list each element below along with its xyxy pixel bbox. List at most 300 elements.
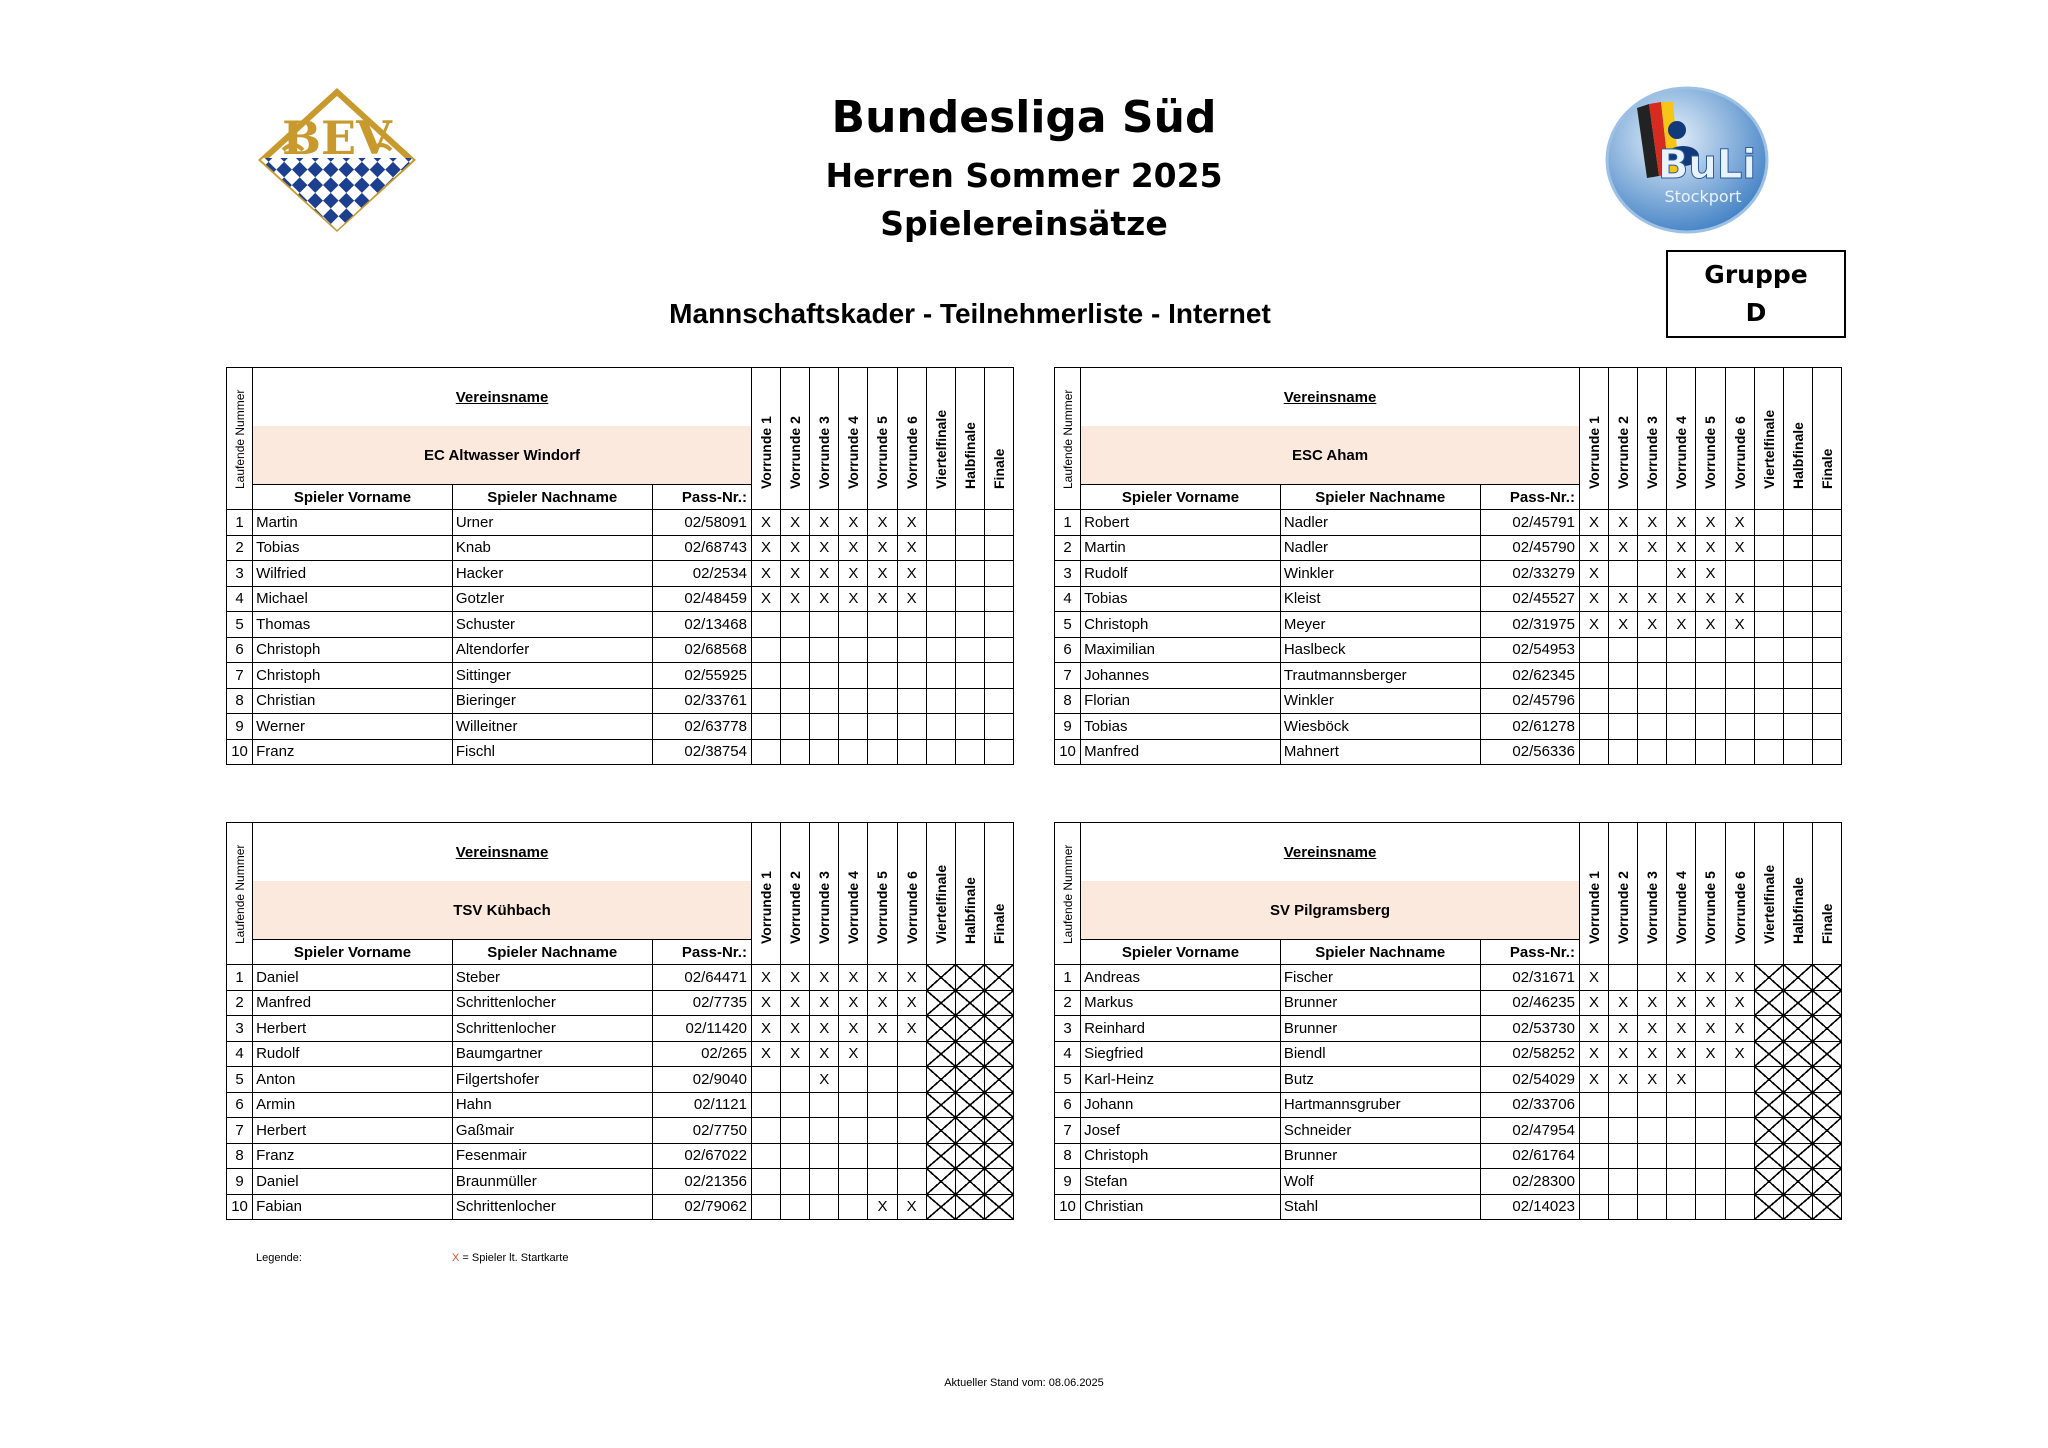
- club-name: EC Altwasser Windorf: [253, 426, 752, 485]
- player-last-name: Fischl: [452, 739, 652, 765]
- player-pass-number: 02/68743: [652, 535, 751, 561]
- round-header-label: Vorrunde 3: [816, 416, 833, 489]
- round-mark-cell: X: [868, 561, 897, 587]
- unavailable-round-cell: [984, 1041, 1013, 1067]
- player-row: [227, 1041, 1014, 1067]
- round-mark-cell: X: [839, 1041, 868, 1067]
- player-last-name: Baumgartner: [452, 1041, 652, 1067]
- row-number: 7: [227, 663, 253, 689]
- round-mark-cell: [1609, 688, 1638, 714]
- round-mark-cell: [1783, 739, 1812, 765]
- player-pass-number: 02/45790: [1480, 535, 1579, 561]
- round-mark-cell: [1638, 1143, 1667, 1169]
- round-mark-cell: [1725, 1067, 1754, 1093]
- round-header-label: Vorrunde 4: [845, 871, 862, 944]
- unavailable-round-cell: [1754, 1118, 1783, 1144]
- round-mark-cell: X: [1609, 1041, 1638, 1067]
- round-mark-cell: X: [839, 1016, 868, 1042]
- player-last-name: Schuster: [452, 612, 652, 638]
- round-mark-cell: X: [897, 510, 926, 536]
- round-header: [868, 368, 897, 510]
- player-first-name: Armin: [253, 1092, 453, 1118]
- group-value: D: [1745, 298, 1767, 327]
- round-mark-cell: X: [1609, 535, 1638, 561]
- round-header-label: Halbfinale: [961, 422, 978, 489]
- round-mark-cell: [1579, 714, 1608, 740]
- round-mark-cell: [1696, 637, 1725, 663]
- player-first-name: Johann: [1081, 1092, 1281, 1118]
- player-first-name: Andreas: [1081, 965, 1281, 991]
- round-mark-cell: X: [1638, 535, 1667, 561]
- player-pass-number: 02/55925: [652, 663, 751, 689]
- player-row: [227, 1067, 1014, 1093]
- round-mark-cell: X: [1579, 965, 1608, 991]
- round-mark-cell: [1812, 688, 1841, 714]
- round-mark-cell: [1783, 586, 1812, 612]
- row-number: 3: [227, 561, 253, 587]
- round-mark-cell: [955, 586, 984, 612]
- round-header-label: Vorrunde 5: [1702, 871, 1719, 944]
- round-mark-cell: [839, 1194, 868, 1220]
- player-first-name: Stefan: [1081, 1169, 1281, 1195]
- player-first-name: Thomas: [253, 612, 453, 638]
- unavailable-round-cell: [984, 965, 1013, 991]
- round-mark-cell: [984, 688, 1013, 714]
- player-pass-number: 02/31671: [1480, 965, 1579, 991]
- player-first-name: Anton: [253, 1067, 453, 1093]
- row-number: 3: [1055, 1016, 1081, 1042]
- player-last-name: Mahnert: [1280, 739, 1480, 765]
- round-mark-cell: [1638, 1092, 1667, 1118]
- round-mark-cell: [1812, 535, 1841, 561]
- player-first-name: Robert: [1081, 510, 1281, 536]
- round-mark-cell: [1579, 739, 1608, 765]
- round-header-label: Vorrunde 4: [1673, 871, 1690, 944]
- first-name-header: Spieler Vorname: [1081, 940, 1281, 965]
- round-mark-cell: [897, 1041, 926, 1067]
- unavailable-round-cell: [1754, 1169, 1783, 1195]
- round-mark-cell: X: [1696, 510, 1725, 536]
- round-mark-cell: [839, 663, 868, 689]
- club-name: SV Pilgramsberg: [1081, 881, 1580, 940]
- round-mark-cell: [1696, 1118, 1725, 1144]
- round-mark-cell: X: [1667, 990, 1696, 1016]
- round-mark-cell: [1638, 1169, 1667, 1195]
- round-mark-cell: X: [781, 965, 810, 991]
- player-last-name: Nadler: [1280, 535, 1480, 561]
- round-mark-cell: [839, 637, 868, 663]
- round-mark-cell: [1609, 637, 1638, 663]
- round-mark-cell: [1725, 1092, 1754, 1118]
- vereinsname-label: Vereinsname: [1081, 823, 1580, 882]
- row-number: 7: [1055, 663, 1081, 689]
- round-mark-cell: [839, 1118, 868, 1144]
- round-mark-cell: [1579, 688, 1608, 714]
- row-number: 8: [1055, 1143, 1081, 1169]
- first-name-header: Spieler Vorname: [1081, 485, 1281, 510]
- player-pass-number: 02/45527: [1480, 586, 1579, 612]
- player-pass-number: 02/21356: [652, 1169, 751, 1195]
- player-row: [1055, 1016, 1842, 1042]
- round-mark-cell: [868, 688, 897, 714]
- round-mark-cell: [751, 663, 780, 689]
- round-header-label: Finale: [1818, 448, 1835, 489]
- player-pass-number: 02/11420: [652, 1016, 751, 1042]
- player-row: [227, 510, 1014, 536]
- round-mark-cell: [955, 637, 984, 663]
- round-mark-cell: [1638, 561, 1667, 587]
- row-number: 2: [1055, 535, 1081, 561]
- round-mark-cell: X: [810, 510, 839, 536]
- round-mark-cell: X: [1609, 612, 1638, 638]
- player-first-name: Rudolf: [253, 1041, 453, 1067]
- round-mark-cell: [1754, 637, 1783, 663]
- player-last-name: Altendorfer: [452, 637, 652, 663]
- round-mark-cell: [897, 663, 926, 689]
- round-mark-cell: X: [810, 965, 839, 991]
- row-number: 9: [227, 714, 253, 740]
- round-header-label: Halbfinale: [1789, 422, 1806, 489]
- player-first-name: Christoph: [253, 637, 453, 663]
- laufende-nummer-label: Laufende Nummer: [232, 389, 247, 489]
- round-header-label: Vorrunde 1: [758, 416, 775, 489]
- round-mark-cell: X: [1609, 1067, 1638, 1093]
- row-number: 2: [1055, 990, 1081, 1016]
- player-row: [227, 965, 1014, 991]
- round-mark-cell: [1754, 561, 1783, 587]
- round-header-label: Vorrunde 6: [1731, 871, 1748, 944]
- round-mark-cell: [1754, 586, 1783, 612]
- round-mark-cell: X: [1725, 990, 1754, 1016]
- player-pass-number: 02/61764: [1480, 1143, 1579, 1169]
- row-number: 1: [1055, 965, 1081, 991]
- unavailable-round-cell: [1754, 1041, 1783, 1067]
- row-number: 7: [227, 1118, 253, 1144]
- round-mark-cell: [1754, 510, 1783, 536]
- round-mark-cell: [1725, 1143, 1754, 1169]
- player-pass-number: 02/48459: [652, 586, 751, 612]
- round-mark-cell: X: [1667, 612, 1696, 638]
- round-header-label: Finale: [990, 903, 1007, 944]
- round-mark-cell: [810, 1118, 839, 1144]
- player-pass-number: 02/31975: [1480, 612, 1579, 638]
- round-mark-cell: [1754, 714, 1783, 740]
- season-title: Herren Sommer 2025: [825, 156, 1223, 195]
- round-mark-cell: X: [1579, 561, 1608, 587]
- player-row: [1055, 1118, 1842, 1144]
- round-mark-cell: X: [897, 535, 926, 561]
- player-row: [1055, 663, 1842, 689]
- round-mark-cell: X: [781, 990, 810, 1016]
- round-header-label: Vorrunde 5: [874, 416, 891, 489]
- footer-status-date: Aktueller Stand vom: 08.06.2025: [944, 1377, 1104, 1389]
- round-mark-cell: [868, 1118, 897, 1144]
- row-number: 6: [227, 637, 253, 663]
- round-mark-cell: [1579, 1194, 1608, 1220]
- round-mark-cell: X: [1725, 612, 1754, 638]
- round-mark-cell: X: [810, 1067, 839, 1093]
- list-subtitle: Mannschaftskader - Teilnehmerliste - Internet: [669, 298, 1271, 329]
- player-last-name: Biendl: [1280, 1041, 1480, 1067]
- round-mark-cell: X: [751, 586, 780, 612]
- round-mark-cell: X: [781, 1041, 810, 1067]
- unavailable-round-cell: [1812, 1041, 1841, 1067]
- player-last-name: Gotzler: [452, 586, 652, 612]
- round-header: [1667, 823, 1696, 965]
- pass-number-header: Pass-Nr.:: [652, 940, 751, 965]
- round-mark-cell: [1725, 1194, 1754, 1220]
- round-mark-cell: X: [781, 535, 810, 561]
- round-header-label: Finale: [1818, 903, 1835, 944]
- round-mark-cell: X: [1725, 1041, 1754, 1067]
- round-mark-cell: X: [897, 1016, 926, 1042]
- unavailable-round-cell: [1783, 965, 1812, 991]
- round-mark-cell: [1725, 637, 1754, 663]
- row-number: 9: [1055, 1169, 1081, 1195]
- player-pass-number: 02/45796: [1480, 688, 1579, 714]
- unavailable-round-cell: [984, 1143, 1013, 1169]
- row-number: 9: [227, 1169, 253, 1195]
- round-mark-cell: [1696, 1092, 1725, 1118]
- unavailable-round-cell: [1812, 1118, 1841, 1144]
- round-mark-cell: X: [1609, 1016, 1638, 1042]
- row-number: 5: [227, 612, 253, 638]
- row-number: 6: [227, 1092, 253, 1118]
- unavailable-round-cell: [1783, 1016, 1812, 1042]
- round-mark-cell: [1667, 1143, 1696, 1169]
- player-first-name: Franz: [253, 739, 453, 765]
- round-mark-cell: [926, 586, 955, 612]
- round-header: [1609, 368, 1638, 510]
- round-mark-cell: [751, 1194, 780, 1220]
- round-mark-cell: [1638, 739, 1667, 765]
- round-mark-cell: [751, 1092, 780, 1118]
- player-row: [1055, 535, 1842, 561]
- player-last-name: Fesenmair: [452, 1143, 652, 1169]
- player-pass-number: 02/7750: [652, 1118, 751, 1144]
- player-last-name: Schrittenlocher: [452, 990, 652, 1016]
- row-number: 10: [227, 1194, 253, 1220]
- round-mark-cell: X: [1579, 1041, 1608, 1067]
- laufende-nummer-label: Laufende Nummer: [1060, 844, 1075, 944]
- round-mark-cell: [781, 1143, 810, 1169]
- round-mark-cell: [839, 739, 868, 765]
- round-mark-cell: [781, 637, 810, 663]
- round-mark-cell: X: [868, 586, 897, 612]
- round-mark-cell: X: [897, 965, 926, 991]
- round-mark-cell: X: [1638, 1016, 1667, 1042]
- round-mark-cell: [897, 714, 926, 740]
- player-row: [1055, 1143, 1842, 1169]
- round-mark-cell: [1579, 663, 1608, 689]
- pass-number-header: Pass-Nr.:: [1480, 940, 1579, 965]
- round-mark-cell: [1638, 1194, 1667, 1220]
- round-mark-cell: X: [897, 586, 926, 612]
- round-mark-cell: [1609, 1169, 1638, 1195]
- round-mark-cell: [810, 739, 839, 765]
- unavailable-round-cell: [1754, 1067, 1783, 1093]
- round-mark-cell: [751, 612, 780, 638]
- legend-text: = Spieler lt. Startkarte: [462, 1252, 569, 1264]
- club-name: ESC Aham: [1081, 426, 1580, 485]
- round-mark-cell: [1696, 688, 1725, 714]
- round-header: [926, 368, 955, 510]
- pass-number-header: Pass-Nr.:: [1480, 485, 1579, 510]
- round-mark-cell: [751, 714, 780, 740]
- round-mark-cell: [984, 637, 1013, 663]
- round-mark-cell: [1609, 561, 1638, 587]
- row-number: 2: [227, 990, 253, 1016]
- player-row: [1055, 1067, 1842, 1093]
- round-header: [1696, 368, 1725, 510]
- round-header: [1754, 823, 1783, 965]
- buli-logo-sub: Stockport: [1664, 187, 1742, 206]
- unavailable-round-cell: [1812, 1067, 1841, 1093]
- round-header-label: Vorrunde 2: [1615, 416, 1632, 489]
- row-number: 1: [227, 965, 253, 991]
- round-mark-cell: [1725, 714, 1754, 740]
- round-header-label: Vorrunde 1: [1586, 416, 1603, 489]
- round-mark-cell: [781, 1067, 810, 1093]
- player-last-name: Filgertshofer: [452, 1067, 652, 1093]
- round-mark-cell: [984, 714, 1013, 740]
- player-pass-number: 02/2534: [652, 561, 751, 587]
- round-mark-cell: X: [1638, 1041, 1667, 1067]
- round-mark-cell: [839, 1169, 868, 1195]
- round-header-label: Vorrunde 2: [787, 416, 804, 489]
- round-mark-cell: [751, 1143, 780, 1169]
- round-mark-cell: X: [1579, 535, 1608, 561]
- player-pass-number: 02/64471: [652, 965, 751, 991]
- round-header-label: Halbfinale: [961, 877, 978, 944]
- round-header-label: Vorrunde 3: [816, 871, 833, 944]
- unavailable-round-cell: [984, 1016, 1013, 1042]
- round-header: [810, 823, 839, 965]
- unavailable-round-cell: [1783, 1118, 1812, 1144]
- round-mark-cell: [810, 1092, 839, 1118]
- unavailable-round-cell: [926, 1067, 955, 1093]
- round-mark-cell: [1725, 688, 1754, 714]
- player-row: [1055, 990, 1842, 1016]
- last-name-header: Spieler Nachname: [452, 940, 652, 965]
- round-header: [781, 823, 810, 965]
- round-header: [1609, 823, 1638, 965]
- round-mark-cell: X: [1579, 1067, 1608, 1093]
- round-mark-cell: [1725, 1118, 1754, 1144]
- player-first-name: Siegfried: [1081, 1041, 1281, 1067]
- player-pass-number: 02/79062: [652, 1194, 751, 1220]
- round-header: [1579, 823, 1608, 965]
- player-row: [227, 535, 1014, 561]
- round-header: [1783, 368, 1812, 510]
- roster-table: [226, 367, 1014, 765]
- player-first-name: Markus: [1081, 990, 1281, 1016]
- round-mark-cell: [955, 663, 984, 689]
- round-mark-cell: [1812, 739, 1841, 765]
- player-pass-number: 02/38754: [652, 739, 751, 765]
- laufende-nummer-header: [227, 368, 253, 510]
- player-last-name: Schneider: [1280, 1118, 1480, 1144]
- round-mark-cell: X: [1725, 965, 1754, 991]
- player-pass-number: 02/28300: [1480, 1169, 1579, 1195]
- legend-label: Legende:: [256, 1252, 302, 1264]
- player-pass-number: 02/53730: [1480, 1016, 1579, 1042]
- unavailable-round-cell: [926, 1016, 955, 1042]
- round-mark-cell: X: [839, 965, 868, 991]
- round-mark-cell: X: [1725, 1016, 1754, 1042]
- team-table-sv-pilgramsberg: [1054, 822, 1842, 1237]
- player-pass-number: 02/265: [652, 1041, 751, 1067]
- player-last-name: Meyer: [1280, 612, 1480, 638]
- round-mark-cell: [926, 739, 955, 765]
- round-mark-cell: [1667, 688, 1696, 714]
- round-header: [926, 823, 955, 965]
- row-number: 6: [1055, 637, 1081, 663]
- round-header: [1667, 368, 1696, 510]
- round-mark-cell: [1579, 637, 1608, 663]
- vereinsname-label: Vereinsname: [253, 823, 752, 882]
- round-header: [955, 823, 984, 965]
- round-mark-cell: X: [1667, 1041, 1696, 1067]
- round-mark-cell: [1609, 739, 1638, 765]
- round-mark-cell: X: [1579, 510, 1608, 536]
- unavailable-round-cell: [1754, 1143, 1783, 1169]
- round-mark-cell: [1783, 688, 1812, 714]
- row-number: 8: [227, 688, 253, 714]
- player-row: [1055, 714, 1842, 740]
- round-mark-cell: [1609, 1118, 1638, 1144]
- round-mark-cell: [1783, 663, 1812, 689]
- unavailable-round-cell: [955, 1143, 984, 1169]
- unavailable-round-cell: [955, 1194, 984, 1220]
- round-mark-cell: [926, 510, 955, 536]
- round-header-label: Vorrunde 6: [903, 416, 920, 489]
- round-header-label: Vorrunde 3: [1644, 416, 1661, 489]
- unavailable-round-cell: [926, 1118, 955, 1144]
- round-mark-cell: [1638, 637, 1667, 663]
- round-header-label: Viertelfinale: [932, 409, 949, 489]
- player-row: [227, 739, 1014, 765]
- round-mark-cell: X: [1696, 561, 1725, 587]
- unavailable-round-cell: [955, 990, 984, 1016]
- roster-table: [1054, 367, 1842, 765]
- player-pass-number: 02/14023: [1480, 1194, 1579, 1220]
- player-pass-number: 02/47954: [1480, 1118, 1579, 1144]
- round-mark-cell: [1725, 1169, 1754, 1195]
- round-mark-cell: [1812, 586, 1841, 612]
- unavailable-round-cell: [984, 1067, 1013, 1093]
- player-pass-number: 02/33706: [1480, 1092, 1579, 1118]
- laufende-nummer-label: Laufende Nummer: [232, 844, 247, 944]
- player-row: [1055, 561, 1842, 587]
- player-row: [1055, 965, 1842, 991]
- unavailable-round-cell: [955, 1041, 984, 1067]
- player-last-name: Bieringer: [452, 688, 652, 714]
- unavailable-round-cell: [1783, 1194, 1812, 1220]
- round-mark-cell: X: [868, 990, 897, 1016]
- player-first-name: Manfred: [1081, 739, 1281, 765]
- round-mark-cell: X: [751, 561, 780, 587]
- round-mark-cell: [1579, 1118, 1608, 1144]
- round-mark-cell: [897, 612, 926, 638]
- player-first-name: Johannes: [1081, 663, 1281, 689]
- player-first-name: Martin: [253, 510, 453, 536]
- player-first-name: Rudolf: [1081, 561, 1281, 587]
- player-last-name: Kleist: [1280, 586, 1480, 612]
- roster-table: [226, 822, 1014, 1220]
- row-number: 8: [1055, 688, 1081, 714]
- row-number: 5: [1055, 1067, 1081, 1093]
